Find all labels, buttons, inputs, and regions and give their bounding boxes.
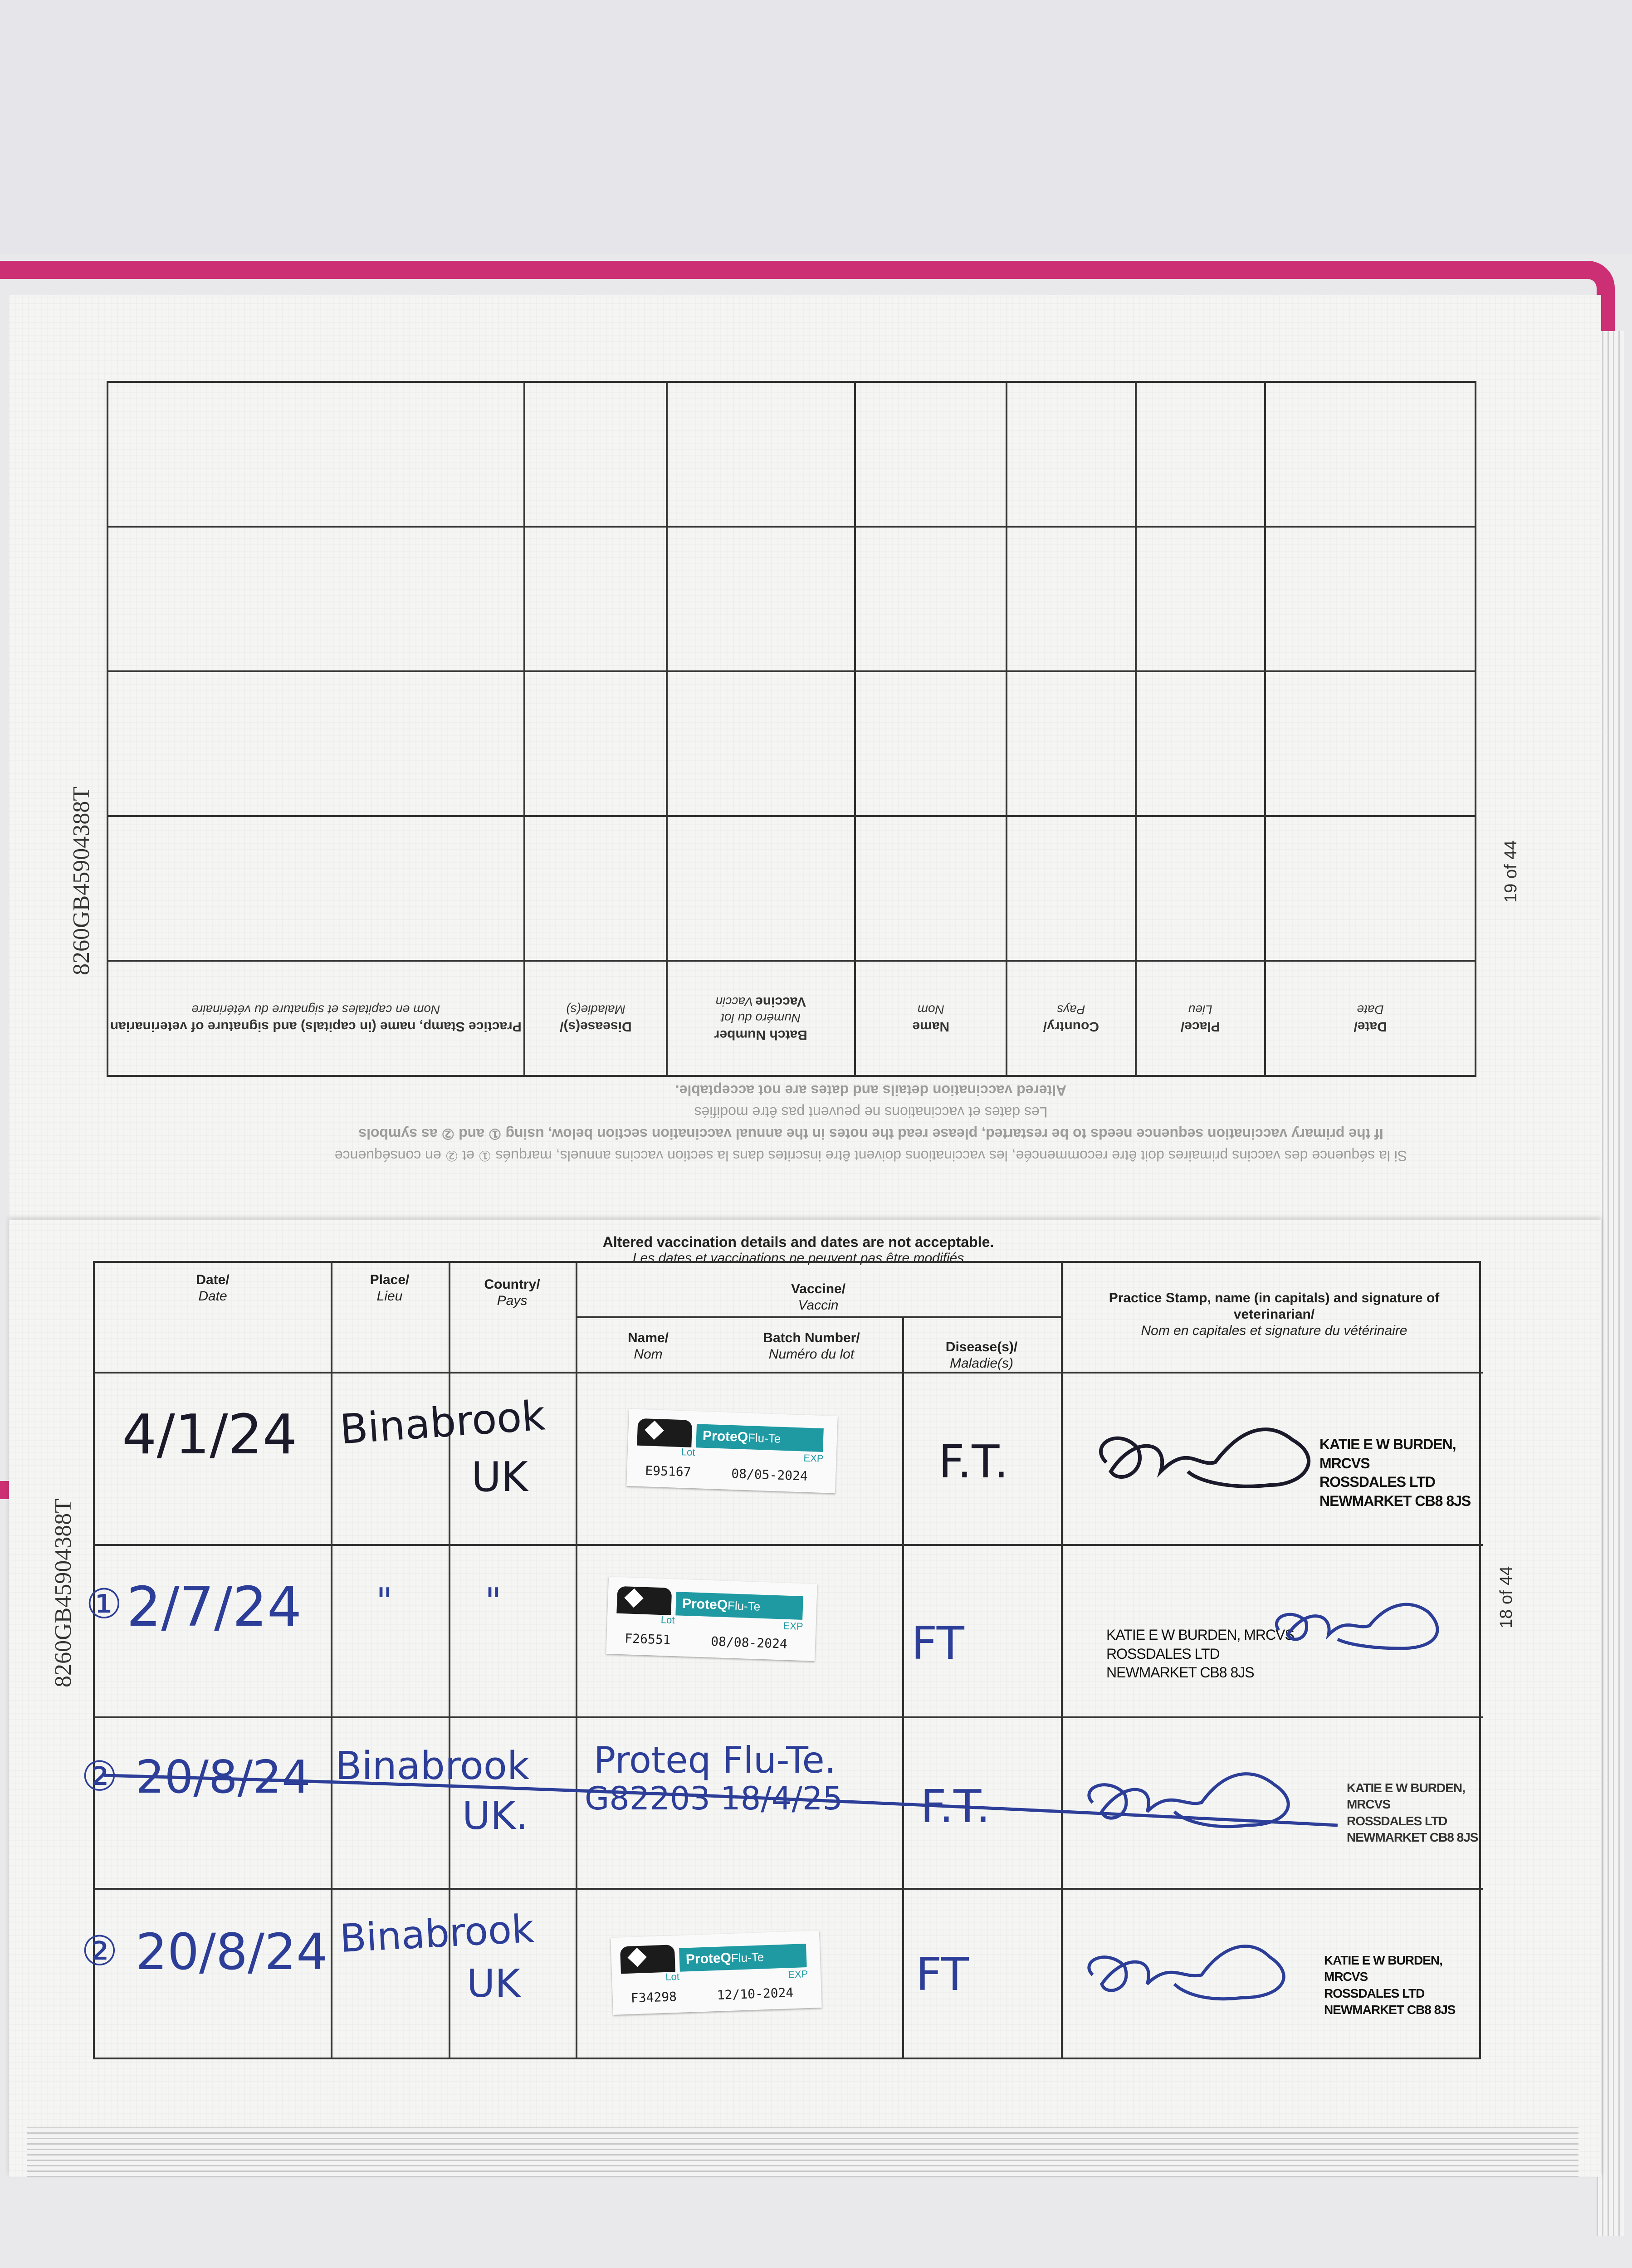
header-practice: Practice Stamp, name (in capitals) and signature of veterinarian/ Nom en capitales et signature du vétérinaire <box>1109 1290 1440 1338</box>
row3-country: UK. <box>462 1794 528 1838</box>
row3-practice-stamp: KATIE E W BURDEN, MRCVS ROSSDALES LTD NEWMARKET CB8 8JS <box>1347 1781 1478 1845</box>
row2-date: 2/7/24 <box>127 1576 302 1639</box>
row4-disease: FT <box>916 1948 969 2001</box>
row4-date: 20/8/24 <box>136 1923 328 1981</box>
row2-vaccine-sticker: ProteQFlu-Te Lot EXP F26551 08/08-2024 <box>606 1577 817 1661</box>
top-header-name: Name Nom <box>855 961 1007 1076</box>
row1-place: Binabrook <box>338 1392 547 1454</box>
row1-country: UK <box>471 1453 528 1501</box>
top-header-date: Date/ Date <box>1265 961 1476 1076</box>
top-page-notice: Si la séquence des vaccins primaires doit être recommencée, les vaccinations doivent être inscrites dans la section vaccins annuels, marqués ① et ② en conséquence If the primary vaccination sequence needs to be restarted, please read the notes in the annual vaccination section below, using ① and ② as symbols Les dates et vaccinations ne peuvent pas être modifiés Altered vaccination details and dates are not acceptable. <box>334 1082 1407 1164</box>
row4-marker: ② <box>81 1927 118 1975</box>
vaccination-record-table <box>81 1261 1481 2059</box>
top-header-disease: Disease(s)/ Maladie(s) <box>524 961 667 1076</box>
row2-country: " <box>485 1580 502 1623</box>
header-country: Country/ Pays <box>484 1277 540 1308</box>
row3-marker: ② <box>81 1753 118 1800</box>
row1-date: 4/1/24 <box>122 1403 298 1466</box>
row2-disease: FT <box>911 1617 964 1670</box>
notice-english: Altered vaccination details and dates are not acceptable. <box>602 1234 994 1250</box>
header-place: Place/ Lieu <box>370 1272 410 1304</box>
row4-country: UK <box>467 1961 520 2006</box>
header-batch: Batch Number/ Numéro du lot <box>763 1330 860 1362</box>
row3-date: 20/8/24 <box>136 1750 311 1804</box>
row4-place: Binabrook <box>338 1906 535 1962</box>
row3-batch-text: G82203 18/4/25 <box>585 1780 843 1817</box>
row2-practice-stamp: KATIE E W BURDEN, MRCVS ROSSDALES LTD NEWMARKET CB8 8JS <box>1106 1627 1294 1681</box>
top-page-number: 19 of 44 <box>1501 840 1520 903</box>
top-header-country: Country/ Pays <box>1007 961 1136 1076</box>
scanner-background <box>0 0 1632 254</box>
row4-signature <box>1075 1925 1319 2016</box>
top-header-batch: Batch Number Numéro du lot Vaccine Vaccin <box>667 961 855 1076</box>
row4-vaccine-sticker: ProteQFlu-Te Lot EXP F34298 12/10-2024 <box>611 1931 822 2015</box>
header-vaccine: Vaccine/ Vaccin <box>791 1281 846 1313</box>
header-name: Name/ Nom <box>627 1330 669 1362</box>
proteq-logo-icon <box>616 1586 672 1615</box>
row1-signature <box>1079 1408 1351 1508</box>
row3-place: Binabrook <box>335 1744 530 1789</box>
row2-marker: ① <box>86 1580 122 1628</box>
top-page-passport-id: 8260GB45904388T <box>68 787 94 975</box>
row4-practice-stamp: KATIE E W BURDEN, MRCVS ROSSDALES LTD NEWMARKET CB8 8JS <box>1324 1953 1456 2017</box>
proteq-logo-icon <box>637 1418 692 1447</box>
row1-disease: F.T. <box>938 1435 1009 1488</box>
row2-signature <box>1265 1580 1456 1671</box>
row3-vaccine-text: Proteq Flu-Te. <box>594 1739 836 1781</box>
top-vaccination-table <box>107 381 1476 1070</box>
header-date: Date/ Date <box>196 1272 230 1304</box>
page-edges-bottom <box>27 2127 1578 2177</box>
bottom-page-number: 18 of 44 <box>1497 1566 1516 1628</box>
header-disease: Disease(s)/ Maladie(s) <box>945 1339 1018 1371</box>
top-header-place: Place/ Lieu <box>1136 961 1265 1076</box>
row3-strikethrough <box>86 1757 1356 1830</box>
proteq-logo-icon <box>620 1945 675 1974</box>
row1-vaccine-sticker: ProteQFlu-Te Lot EXP E95167 08/05-2024 <box>626 1409 838 1493</box>
row3-disease: F.T. <box>920 1780 991 1833</box>
bottom-page-passport-id: 8260GB45904388T <box>50 1499 76 1687</box>
notice-french: Les dates et vaccinations ne peuvent pas être modifiés <box>632 1251 964 1266</box>
top-header-practice: Practice Stamp, name (in capitals) and signature of veterinarian Nom en capitales et signature du vétérinaire <box>107 961 524 1076</box>
row1-practice-stamp: KATIE E W BURDEN, MRCVS ROSSDALES LTD NEWMARKET CB8 8JS <box>1319 1436 1471 1509</box>
row2-place: " <box>376 1580 393 1623</box>
